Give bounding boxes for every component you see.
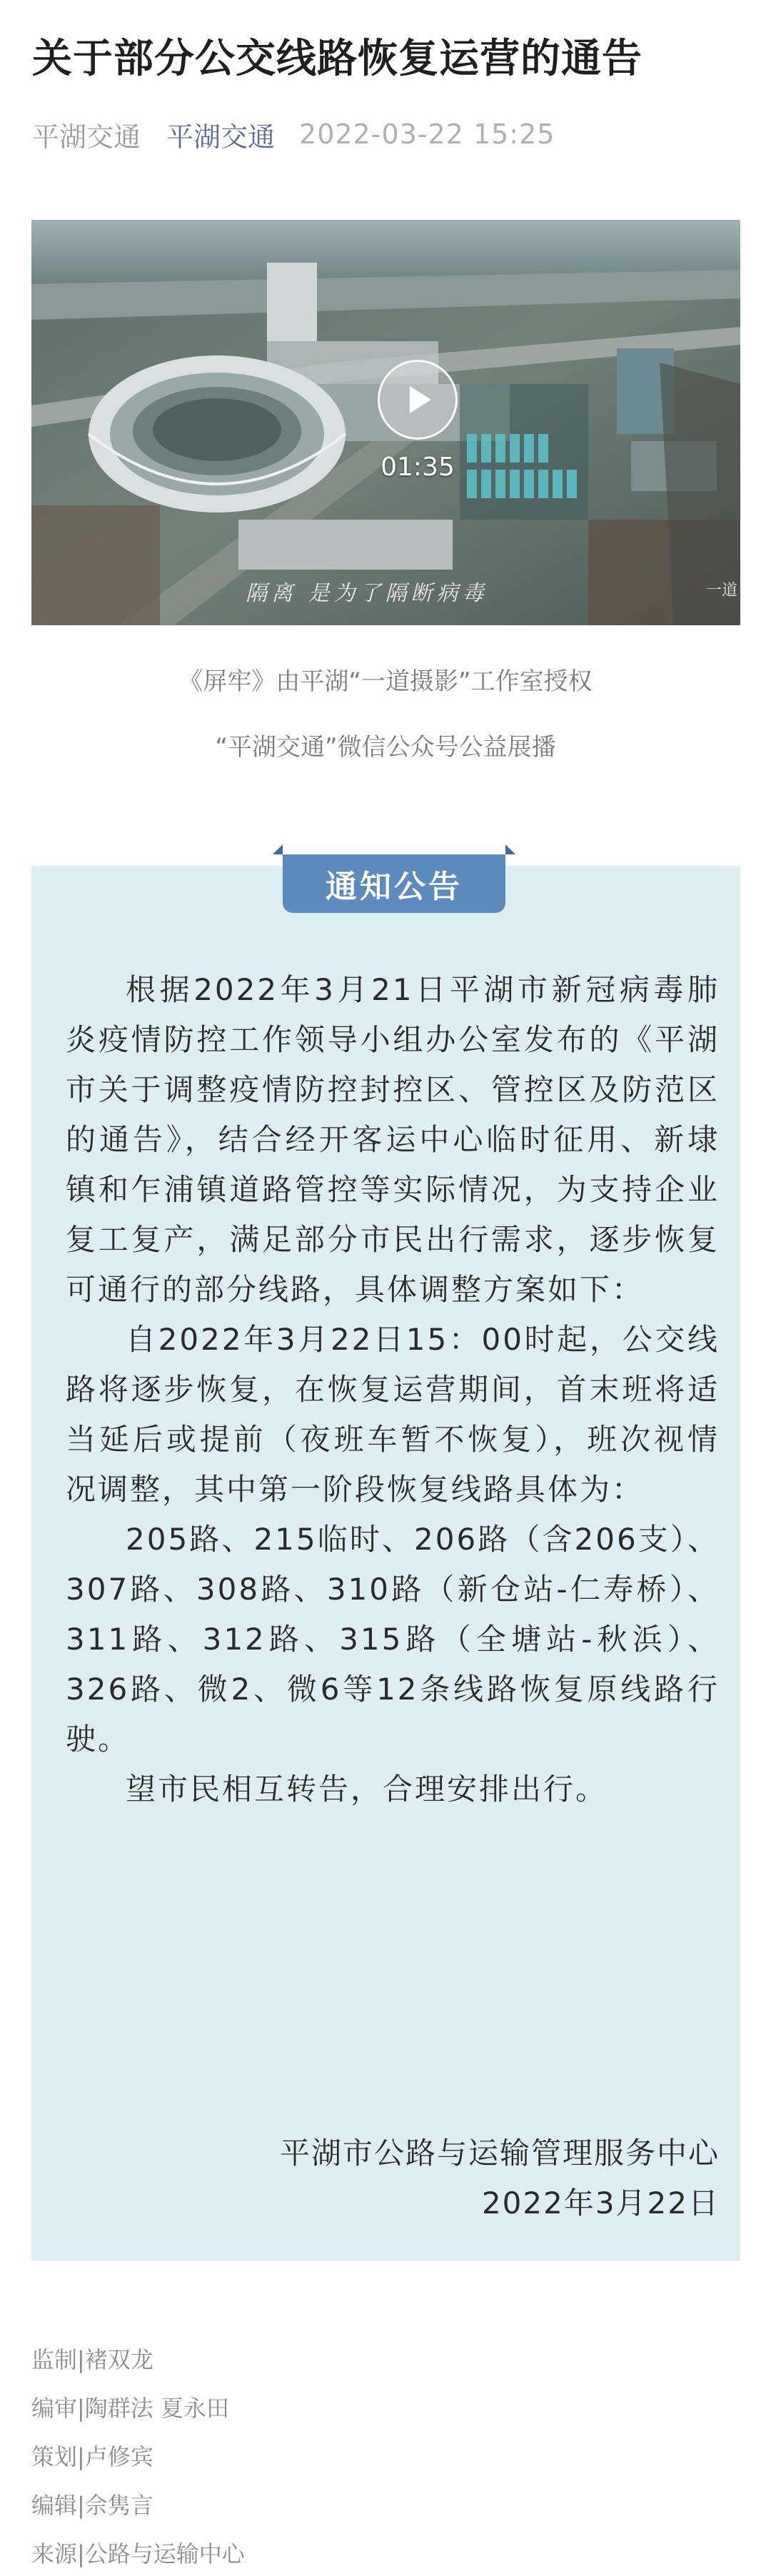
play-button[interactable] (378, 360, 458, 440)
credits-list (31, 2335, 245, 2576)
account-name-link[interactable]: 平湖交通 (166, 121, 276, 153)
article-title: 关于部分公交线路恢复运营的通告 (32, 36, 642, 82)
ribbon-fold-right (505, 844, 515, 854)
ribbon-fold-left (273, 844, 283, 854)
credit-editor: 编辑|佘隽言 (31, 2492, 153, 2519)
notice-paragraph-4: 望市民相互转告，合理安排出行。 (126, 1772, 608, 1807)
notice-paragraph-1: 根据2022年3月21日平湖市新冠病毒肺炎疫情防控工作领导小组办公室发布的《平湖市关于调整疫情防控封控区、管控区及防范区的通告》，结合经开客运中心临时征用、新埭镇和乍浦镇道路管控等实际情况，为支持企业复工复产，满足部分市民出行需求，逐步恢复可通行的部分线路，具体调整方案如下： (66, 972, 720, 1307)
article-meta (32, 113, 555, 156)
credit-source: 来源|公路与运输中心 (31, 2540, 245, 2567)
signature-org: 平湖市公路与运输管理服务中心 (279, 2136, 720, 2171)
video-duration: 01:35 (381, 453, 455, 482)
video-caption-line2: “平湖交通”微信公众号公益展播 (215, 733, 556, 762)
signature-date: 2022年3月22日 (481, 2186, 720, 2221)
credit-supervisor: 监制|褚双龙 (31, 2346, 153, 2373)
notice-badge (273, 844, 515, 913)
video-subtitle: 隔离 是为了隔断病毒 (246, 581, 488, 606)
notice-body (66, 965, 720, 1814)
notice-badge-label: 通知公告 (283, 854, 505, 913)
author-name: 平湖交通 (32, 121, 141, 153)
play-icon (410, 386, 431, 413)
notice-paragraph-3: 205路、215临时、206路（含206支）、307路、308路、310路（新仓站-仁寿桥）、311路、312路、315路（全塘站-秋浜）、326路、微2、微6等12条线路恢复原线路行驶。 (66, 1522, 720, 1757)
publish-time: 2022-03-22 15:25 (299, 118, 555, 150)
notice-paragraph-2: 自2022年3月22日15：00时起，公交线路将逐步恢复，在恢复运营期间，首末班将适当延后或提前（夜班车暂不恢复），班次视情况调整，其中第一阶段恢复线路具体为： (66, 1322, 720, 1507)
credit-planner: 策划|卢修宾 (31, 2443, 153, 2470)
video-player[interactable] (31, 220, 740, 625)
notice-signature (66, 2128, 720, 2228)
video-caption-line1: 《屏牢》由平湖“一道摄影”工作室授权 (178, 667, 593, 696)
video-watermark: 一道 (705, 582, 737, 600)
credit-reviewer: 编审|陶群法 夏永田 (31, 2395, 229, 2422)
